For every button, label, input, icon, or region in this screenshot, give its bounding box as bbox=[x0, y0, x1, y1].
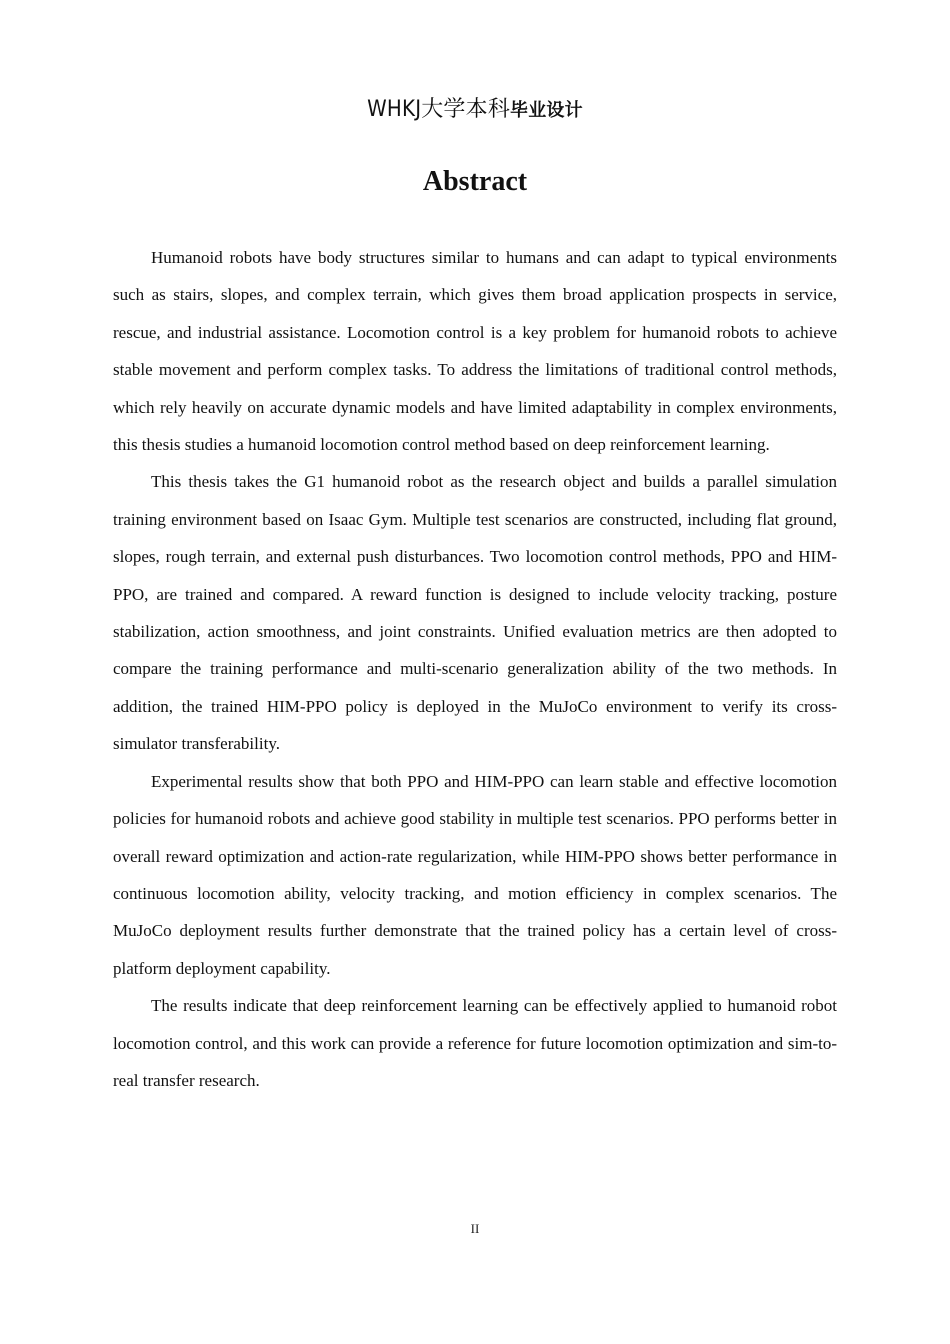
abstract-body bbox=[113, 239, 837, 1099]
abstract-paragraph-1: Humanoid robots have body structures similar to humans and can adapt to typical environments such as stairs, slopes, and complex terrain, which gives them broad application prospects in service, rescue, and industrial assistance. Locomotion control is a key problem for humanoid robots to achieve stable movement and perform complex tasks. To address the limitations of traditional control methods, which rely heavily on accurate dynamic models and have limited adaptability in complex environments, this thesis studies a humanoid locomotion control method based on deep reinforcement learning. bbox=[113, 248, 837, 455]
abstract-paragraph-2: This thesis takes the G1 humanoid robot as the research object and builds a parallel simulation training environment based on Isaac Gym. Multiple test scenarios are constructed, including flat ground, slopes, rough terrain, and external push disturbances. Two locomotion control methods, PPO and HIM-PPO, are trained and compared. A reward function is designed to include velocity tracking, posture stabilization, action smoothness, and joint constraints. Unified evaluation metrics are then adopted to compare the training performance and multi-scenario generalization ability of the two methods. In addition, the trained HIM-PPO policy is deployed in the MuJoCo environment to verify its cross-simulator transferability. bbox=[113, 472, 837, 754]
abstract-paragraph-4: The results indicate that deep reinforcement learning can be effectively applied to humanoid robot locomotion control, and this work can provide a reference for future locomotion optimization and sim-to-real transfer research. bbox=[113, 996, 837, 1090]
header-document-type: 毕业设计 bbox=[510, 100, 583, 121]
abstract-paragraph-3: Experimental results show that both PPO and HIM-PPO can learn stable and effective locomotion policies for humanoid robots and achieve good stability in multiple test scenarios. PPO performs better in overall reward optimization and action-rate regularization, while HIM-PPO shows better performance in continuous locomotion ability, velocity tracking, and motion efficiency in complex scenarios. The MuJoCo deployment results further demonstrate that the trained policy has a certain level of cross-platform deployment capability. bbox=[113, 771, 837, 978]
page-number: II bbox=[470, 1221, 480, 1236]
page-header bbox=[0, 92, 950, 123]
header-school-name: WHKJ大学本科 bbox=[367, 97, 511, 122]
abstract-heading: Abstract bbox=[422, 166, 528, 197]
